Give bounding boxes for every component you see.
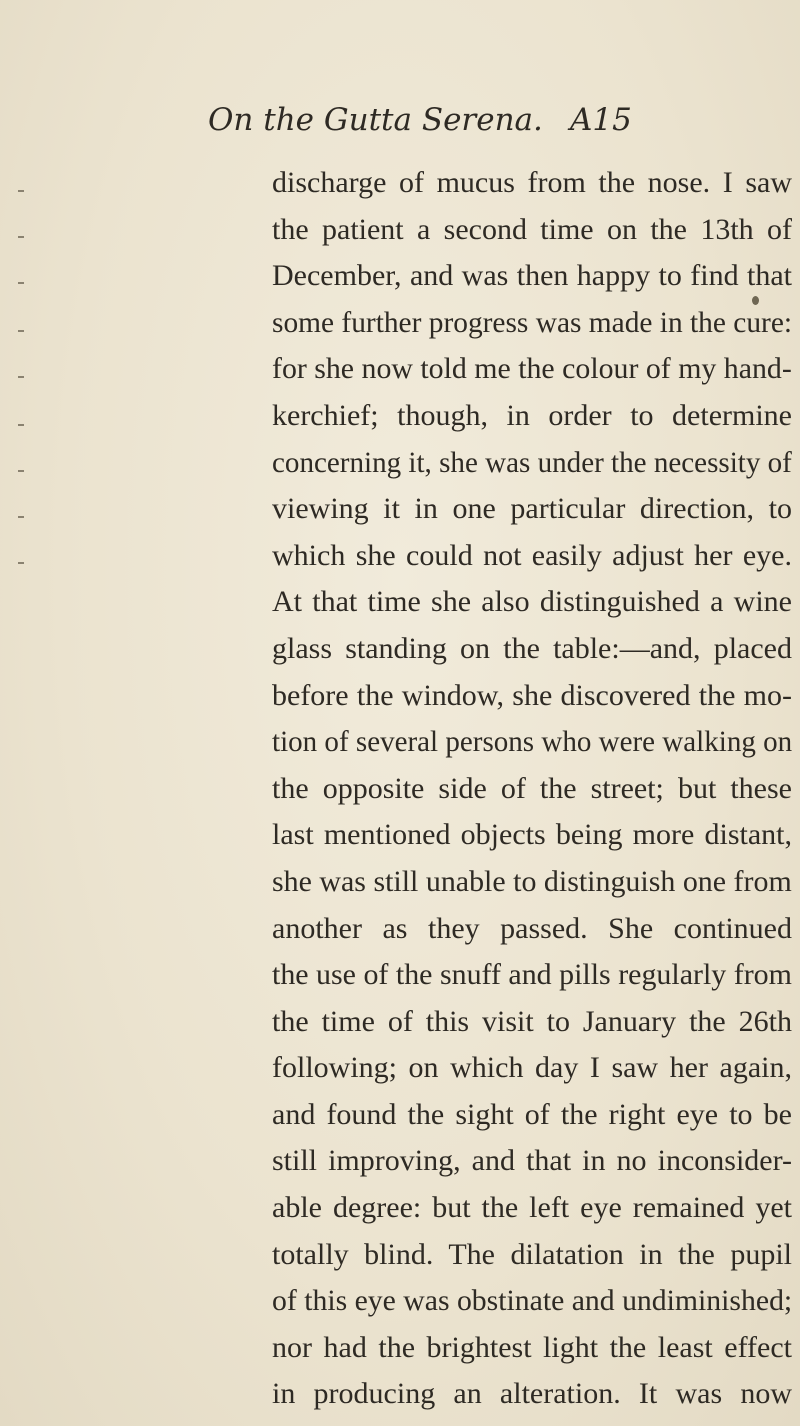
text-line: viewing it in one particular direction, to: [272, 492, 792, 526]
text-line: At that time she also distinguished a wine: [272, 585, 792, 619]
text-line: the time of this visit to January the 26th: [272, 1004, 792, 1038]
text-line: which she could not easily adjust her eye.: [272, 538, 792, 572]
margin-mark: [18, 424, 24, 426]
page-number: A15: [570, 102, 632, 138]
margin-mark: [18, 470, 24, 472]
text-line: able degree: but the left eye remained yet: [272, 1191, 792, 1225]
text-line: still improving, and that in no inconsider-: [272, 1144, 792, 1178]
margin-mark: [18, 236, 24, 238]
text-line: following; on which day I saw her again,: [272, 1051, 792, 1085]
margin-mark: [18, 516, 24, 518]
paper-spot: [752, 296, 759, 305]
text-line: last mentioned objects being more distant,: [272, 818, 792, 852]
margin-mark: [18, 330, 24, 332]
running-head: [208, 100, 632, 140]
text-line: December, and was then happy to find that: [272, 259, 792, 293]
text-line: in producing an alteration. It was now: [272, 1377, 792, 1411]
text-line: tion of several persons who were walking on: [272, 725, 793, 759]
text-line: some further progress was made in the cure:: [272, 305, 793, 339]
text-line: glass standing on the table:—and, placed: [272, 631, 792, 665]
text-line: before the window, she discovered the mo-: [272, 678, 792, 712]
text-line: totally blind. The dilatation in the pupil: [272, 1237, 792, 1271]
text-line: kerchief; though, in order to determine: [272, 398, 792, 432]
text-line: another as they passed. She continued: [272, 911, 792, 945]
text-line: and found the sight of the right eye to be: [272, 1097, 792, 1131]
text-line: discharge of mucus from the nose. I saw: [272, 166, 792, 199]
body-text: [272, 160, 792, 1418]
text-line: the patient a second time on the 13th of: [272, 212, 792, 246]
margin-mark: [18, 282, 24, 284]
text-line: concerning it, she was under the necessity of: [272, 445, 792, 479]
margin-mark: [18, 562, 24, 564]
text-line: she was still unable to distinguish one from: [272, 864, 792, 898]
text-line: the use of the snuff and pills regularly from: [272, 958, 792, 992]
text-line: of this eye was obstinate and undiminished;: [272, 1284, 793, 1318]
text-line: the opposite side of the street; but these: [272, 771, 792, 805]
margin-mark: [18, 190, 24, 192]
margin-mark: [18, 376, 24, 378]
running-title: On the Gutta Serena.: [208, 102, 543, 138]
text-line: for she now told me the colour of my hand-: [272, 352, 792, 386]
text-line: nor had the brightest light the least effect: [272, 1330, 792, 1364]
